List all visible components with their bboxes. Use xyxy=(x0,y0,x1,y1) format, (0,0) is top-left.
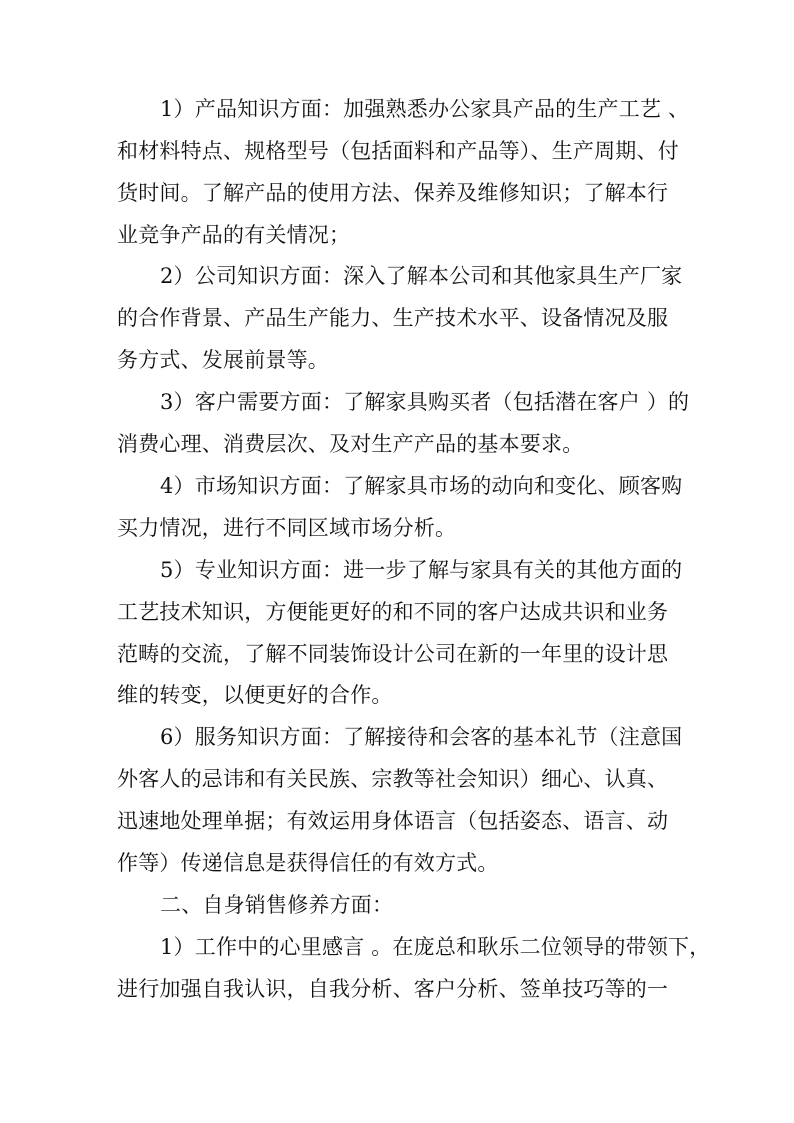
text-line: 3）客户需要方面：了解家具购买者（包括潜在客户 ）的 xyxy=(160,390,690,414)
text-line: 进行加强自我认识，自我分析、客户分析、签单技巧等的一 xyxy=(117,977,669,1001)
text-line: 消费心理、消费层次、及对生产产品的基本要求。 xyxy=(117,432,584,456)
text-line: 1）工作中的心里感言 。在庞总和耿乐二位领导的带领下， xyxy=(160,935,711,959)
section-heading: 二、自身销售修养方面： xyxy=(160,893,394,917)
text-line: 工艺技术知识，方便能更好的和不同的客户达成共识和业务 xyxy=(117,600,669,624)
text-line: 5）专业知识方面：进一步了解与家具有关的其他方面的 xyxy=(160,558,683,582)
text-line: 的合作背景、产品生产能力、生产技术水平、设备情况及服 xyxy=(117,306,669,330)
text-line: 6）服务知识方面：了解接待和会客的基本礼节（注意国 xyxy=(160,725,683,749)
text-line: 作等）传递信息是获得信任的有效方式。 xyxy=(117,851,499,875)
text-line: 范畴的交流，了解不同装饰设计公司在新的一年里的设计思 xyxy=(117,642,669,666)
text-line: 务方式、发展前景等。 xyxy=(117,348,329,372)
text-line: 1）产品知识方面：加强熟悉办公家具产品的生产工艺 、 xyxy=(160,97,690,121)
text-line: 迅速地处理单据；有效运用身体语言（包括姿态、语言、动 xyxy=(117,809,669,833)
text-line: 和材料特点、规格型号（包括面料和产品等）、生产周期、付 xyxy=(117,139,679,163)
text-line: 维的转变，以便更好的合作。 xyxy=(117,683,393,707)
text-line: 2）公司知识方面：深入了解本公司和其他家具生产厂家 xyxy=(160,264,683,288)
text-line: 业竞争产品的有关情况； xyxy=(117,223,351,247)
text-line: 4）市场知识方面：了解家具市场的动向和变化、顾客购 xyxy=(160,474,683,498)
text-line: 外客人的忌讳和有关民族、宗教等社会知识）细心、认真、 xyxy=(117,767,669,791)
text-line: 买力情况，进行不同区域市场分析。 xyxy=(117,516,457,540)
text-line: 货时间。了解产品的使用方法、保养及维修知识；了解本行 xyxy=(117,181,669,205)
